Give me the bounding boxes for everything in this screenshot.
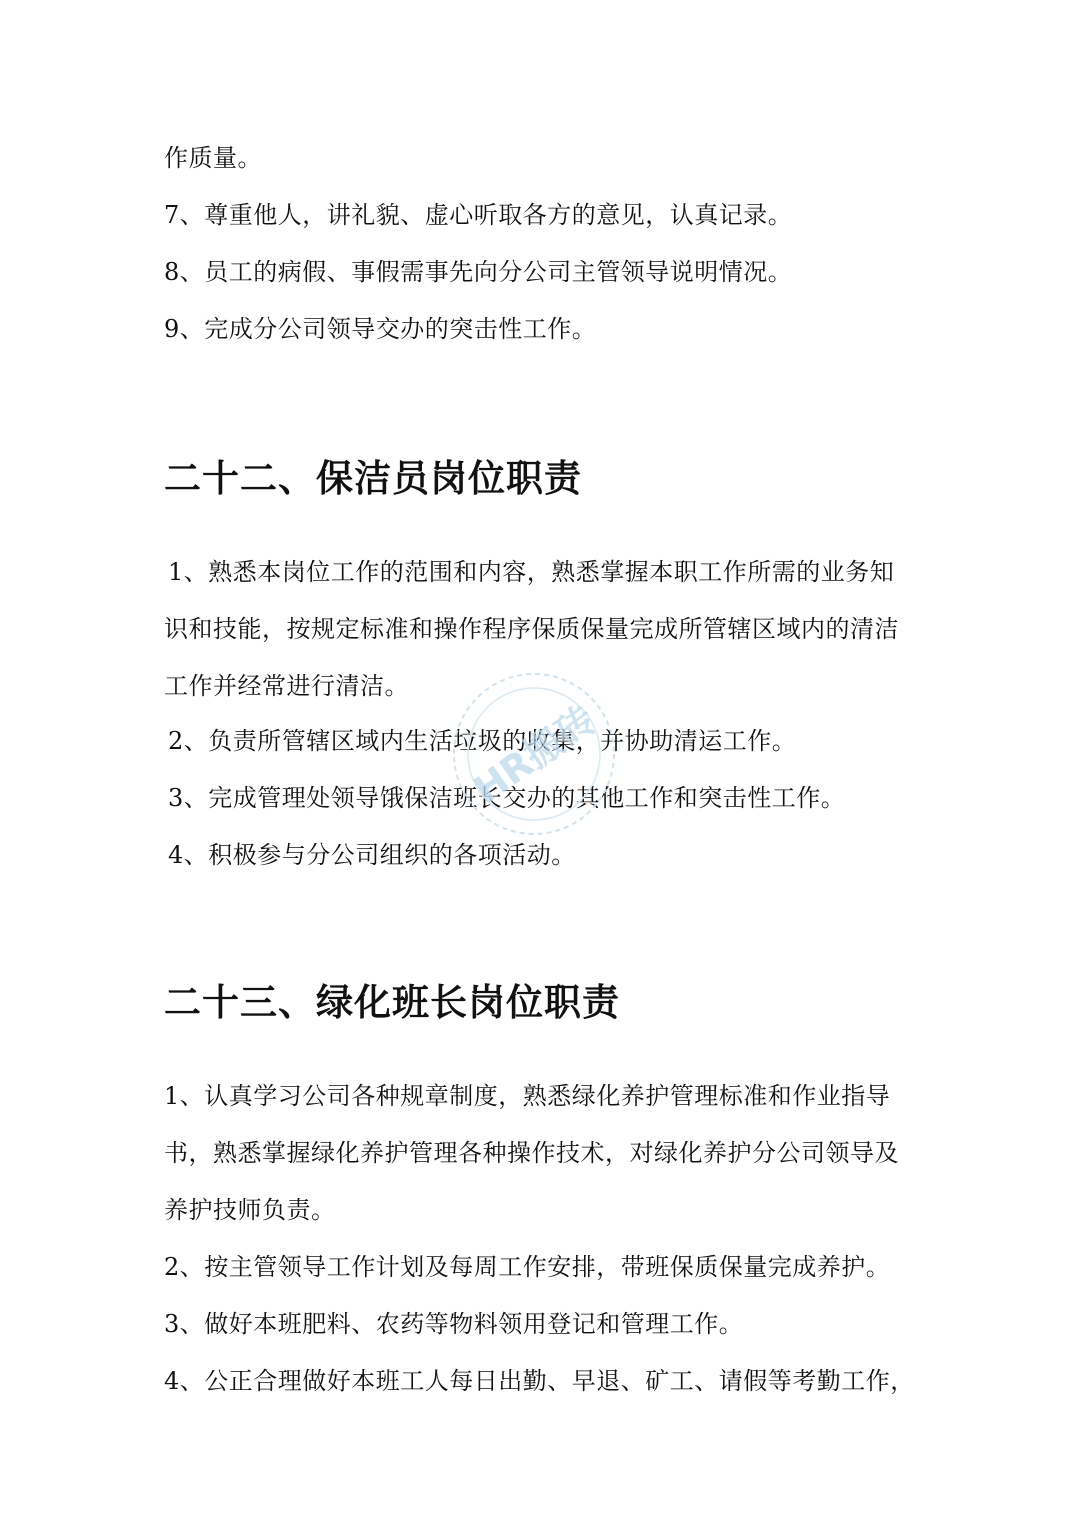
- section23-item-1-line-2: 书，熟悉掌握绿化养护管理各种操作技术，对绿化养护分公司领导及: [164, 1139, 899, 1167]
- watermark-stamp: [448, 668, 620, 840]
- watermark-text: HR搬砖: [465, 697, 604, 813]
- section23-item-2: 2、按主管领导工作计划及每周工作安排，带班保质保量完成养护。: [164, 1253, 891, 1281]
- section-heading-23: 二十三、绿化班长岗位职责: [164, 981, 620, 1024]
- list-item-7: 7、尊重他人，讲礼貌、虚心听取各方的意见，认真记录。: [164, 201, 793, 229]
- section22-item-3: 3、完成管理处领导饿保洁班长交办的其他工作和突击性工作。: [168, 784, 846, 812]
- list-item-9: 9、完成分公司领导交办的突击性工作。: [164, 315, 597, 343]
- section22-item-2: 2、负责所管辖区域内生活垃圾的收集，并协助清运工作。: [168, 727, 797, 755]
- section22-item-1-line-2: 识和技能，按规定标准和操作程序保质保量完成所管辖区域内的清洁: [164, 615, 899, 643]
- section23-item-3: 3、做好本班肥料、农药等物料领用登记和管理工作。: [164, 1310, 744, 1338]
- section22-item-1-line-1: 1、熟悉本岗位工作的范围和内容，熟悉掌握本职工作所需的业务知: [168, 558, 895, 586]
- list-item-8: 8、员工的病假、事假需事先向分公司主管领导说明情况。: [164, 258, 793, 286]
- section22-item-4: 4、积极参与分公司组织的各项活动。: [168, 841, 576, 869]
- section-heading-22: 二十二、保洁员岗位职责: [164, 457, 582, 500]
- section23-item-4: 4、公正合理做好本班工人每日出勤、早退、矿工、请假等考勤工作，: [164, 1367, 915, 1395]
- section23-item-1-line-1: 1、认真学习公司各种规章制度，熟悉绿化养护管理标准和作业指导: [164, 1082, 891, 1110]
- paragraph-line: 作质量。: [164, 144, 262, 172]
- section23-item-1-line-3: 养护技师负责。: [164, 1196, 336, 1224]
- section22-item-1-line-3: 工作并经常进行清洁。: [164, 672, 409, 700]
